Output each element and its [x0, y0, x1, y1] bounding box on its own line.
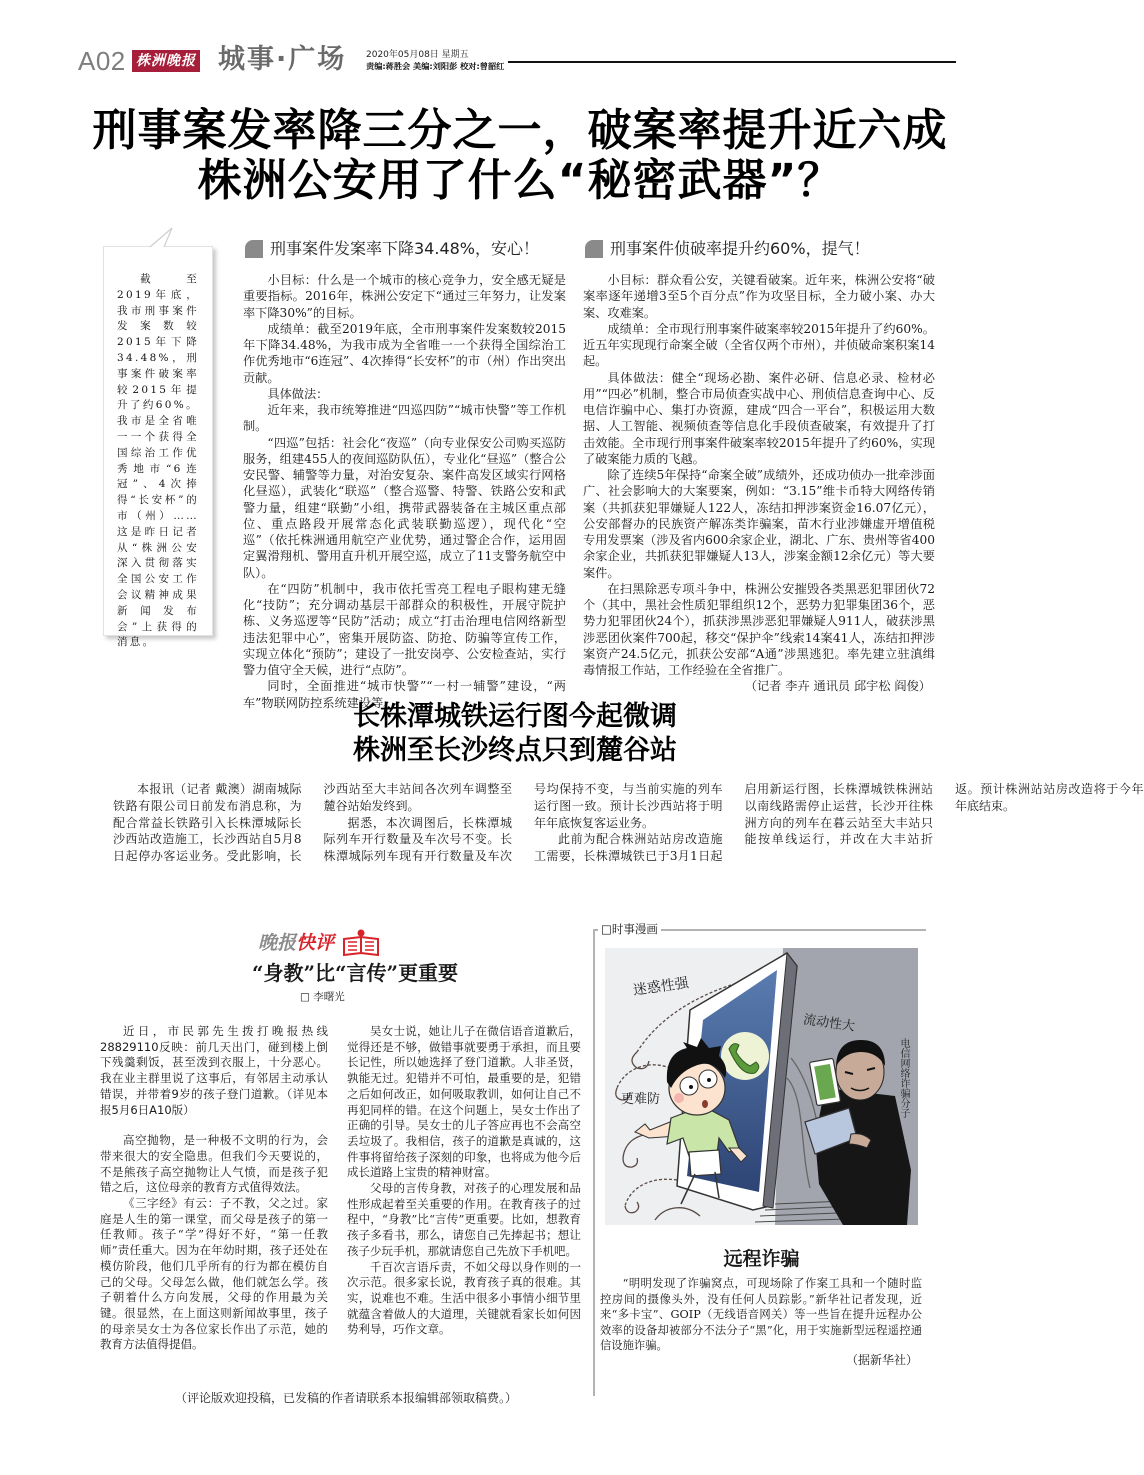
subhead-clearance-rate — [583, 239, 935, 259]
lead-summary-callout — [103, 246, 213, 649]
article-body — [583, 272, 935, 695]
call-icon — [721, 1032, 769, 1080]
commentary-column-2 — [347, 1024, 581, 1338]
article-byline: （记者 李卉 通讯员 邱宇松 阎俊） — [744, 679, 931, 694]
kicker-red-text: 快评 — [296, 932, 335, 954]
paragraph: 小目标：什么是一个城市的核心竞争力，安全感无疑是重要指标。2016年，株洲公安定下“通过三年努力，让发案率下降30%”的目标。 — [243, 273, 566, 320]
paragraph: 成绩单：全市现行刑事案件破案率较2015年提升了约60%。近五年实现现行命案全破（全省仅两个市州），并侦破命案积案14起。 — [583, 321, 935, 369]
kicker-gray-text: 晚报 — [258, 932, 297, 954]
cartoon-credit: （据新华社） — [845, 1353, 918, 1367]
paragraph: 小目标：群众看公安，关键看破案。近年来，株洲公安将“破案率逐年递增3至5个百分点”作为攻坚目标，全力破小案、办大案、攻难案。 — [583, 273, 935, 320]
newspaper-logo: 株洲晚报 — [132, 50, 200, 72]
rail-headline — [290, 700, 740, 768]
cartoon-section-label: □时事漫画 — [598, 922, 661, 936]
paragraph: 具体做法：健全“现场必勘、案件必研、信息必录、检材必用”“四必”机制，整合市局侦查实战中心、刑侦信息查询中心、反电信诈骗中心、集打办资源，建成“四合一平台”，积极运用大数据、人工智能、视频侦查等信息化手段侦查破案，有效提升了打击效能。全市现行刑事案件破案率较2015年提升了约60%，实现了破案能力质的飞越。 — [583, 370, 935, 466]
page-number: A02 — [78, 46, 126, 76]
header-rule — [508, 61, 956, 63]
paragraph: 《三字经》有云：子不教，父之过。家庭是人生的第一课堂，而父母是孩子的第一任教师。孩子“学”得好不好，“第一任教师”责任重大。因为在年幼时期，孩子还处在模仿阶段，他们几乎所有的行为都在模仿自己的父母。父母怎么做，他们就怎么学。孩子朝着什么方向发展，父母的作用最为关键。很显然，在上面这则新闻故事里，孩子的母亲吴女士为各位家长作出了示范，她的教育方法值得提倡。 — [100, 1196, 328, 1352]
subhead-crime-rate — [243, 239, 566, 259]
lead-headline — [60, 106, 980, 206]
paragraph: 近年来，我市统筹推进“四巡四防”“城市快警”等工作机制。 — [243, 403, 566, 434]
editor-credits: 责编:蒋胜会 美编:刘阳彭 校对:曾韶红 — [366, 61, 505, 71]
lead-headline-line-2: 株洲公安用了什么“秘密武器”？ — [197, 155, 843, 206]
paragraph: 此前为配合株洲站站房改造施工需要，长株潭城铁已于3月1日起启用新运行图，长株潭城铁株洲站以南线路需停止运营，长沙开往株洲方向的列车在暮云站至大丰站只能按单线运行，并改在大丰站折返。预计株洲站站房改造将于今年年底结束。 — [534, 782, 1144, 864]
rail-article-body — [113, 781, 1144, 873]
newspaper-stand-icon — [341, 929, 381, 957]
paragraph: 本报讯（记者 戴澳）湖南城际铁路有限公司日前发布消息称，为配合常益长铁路引入长株潭城际长沙西站改造施工，长沙西站自5月8日起停办客运业务。受此影响，长沙西站至大丰站间各次列车调整至麓谷站始发终到。 — [113, 782, 512, 864]
icon-dot — [358, 930, 365, 937]
paragraph: 同时，全面推进“城市快警”“一村一辅警”建设，“两车”物联网防控系统建设等。 — [243, 679, 566, 710]
cartoon-caption: “明明发现了诈骗窝点，可现场除了作案工具和一个随时监控房间的摄像头外，没有任何人员踪影。”新华社记者发现，近来“多卡宝”、GOIP（无线语音网关）等一些旨在提升远程办公效率的设备却被部分不法分子“黑”化，用于实施新型远程遥控通信设施诈骗。 — [600, 1277, 922, 1353]
cartoon-label-mobile: 流动性大 — [802, 1012, 856, 1035]
paragraph: 父母的言传身教，对孩子的心理发展和品性形成起着至关重要的作用。在教育孩子的过程中，“身教”比“言传”更重要。比如，想教育孩子多看书，那么，请您自己先捧起书；想让孩子少玩手机，那就请您自己先放下手机吧。 — [347, 1181, 581, 1258]
issue-date: 2020年05月08日 星期五 — [366, 50, 469, 60]
commentary-column-1 — [100, 1024, 328, 1353]
callout-tail-icon — [148, 228, 180, 248]
cartoon-label-fraudster: 电信网络诈骗分子 — [898, 1038, 909, 1118]
paragraph: 在扫黑除恶专项斗争中，株洲公安摧毁各类黑恶犯罪团伙72个（其中，黑社会性质犯罪组织12个，恶势力犯罪集团36个，恶势力犯罪团伙24个），抓获涉黑涉恶犯罪嫌疑人911人，破获涉黑涉恶团伙案件700起，移交“保护伞”线索14案41人，冻结扣押涉案资产24.5亿元，抓获公安部“A通”涉黑逃犯。率先建立驻滇缉毒情报工作站，工作经验在全省推广。 — [583, 581, 935, 677]
paragraph: 具体做法： — [267, 386, 329, 401]
cartoon-label-hard-to-prevent: 更难防 — [621, 1092, 661, 1107]
quick-comment-logo — [258, 929, 381, 957]
cartoon-label-deceptive: 迷惑性强 — [632, 975, 690, 999]
commentary-title: “身教”比“言传”更重要 — [251, 961, 458, 985]
paragraph: 据悉，本次调图后，长株潭城际列车开行数量及车次号不变。长株潭城际列车现有开行数量及车次号均保持不变，与当前实施的列车运行图一致。预计长沙西站将于明年年底恢复客运业务。 — [323, 782, 723, 864]
rail-headline-line-2: 株洲至长沙终点只到麓谷站 — [353, 735, 677, 766]
section-title: 城事·广场 — [218, 44, 347, 75]
paragraph: 千百次言语斥责，不如父母以身作则的一次示范。很多家长说，教育孩子真的很难。其实，说难也不难。生活中很多小事情小细节里就蕴含着做人的大道理，关键就看家长如何因势利导，巧作文章。 — [347, 1259, 581, 1337]
lead-summary-text: 截至2019年底，我市刑事案件发案数较2015年下降34.48%，刑事案件破案率较2015年提升了约60%。我市是全省唯一一个获得全国综治工作优秀地市“6连冠”、4次捧得“长安杯”的市（州）……这是昨日记者从“株洲公安深入贯彻落实全国公安工作会议精神成果新闻发布会”上获得的消息。 — [117, 273, 199, 649]
paragraph: 成绩单：截至2019年底，全市刑事案件发案数较2015年下降34.48%，为我市成为全省唯一一个获得全国综治工作优秀地市“6连冠”、4次捧得“长安杯”的市（州）作出突出贡献。 — [243, 321, 566, 385]
article-body — [243, 272, 566, 711]
paragraph: 高空抛物，是一种极不文明的行为，会带来很大的安全隐患。但我们今天要说的，不是熊孩子高空抛物让人气愤，而是孩子犯错之后，这位母亲的教育方式值得效法。 — [100, 1133, 328, 1195]
commentary-byline: □ 李曙光 — [300, 991, 345, 1003]
paragraph: 除了连续5年保持“命案全破”成绩外，还成功侦办一批牵涉面广、社会影响大的大案要案，例如：“3.15”维卡币特大网络传销案（共抓获犯罪嫌疑人122人，冻结扣押涉案资金16.07亿元），公安部督办的民族资产解冻类诈骗案，苗木行业涉嫌虚开增值税专用发票案（涉及省内600余家企业，湖北、广东、贵州等省400余家企业，共抓获犯罪嫌疑人13人，涉案金额12余亿元）等大要案件。 — [583, 468, 935, 580]
paragraph: “四巡”包括：社会化“夜巡”（向专业保安公司购买巡防服务，组建455人的夜间巡防队伍），专业化“昼巡”（整合公安民警、辅警等力量，对治安复杂、案件高发区域实行网格化昼巡），武装化“联巡”（整合巡警、特警、铁路公安和武警力量，组建“联勤”小组，携带武器装备在主城区重点部位、重点路段开展常态化武装联勤巡逻），现代化“空巡”（依托株洲通用航空产业优势，通过警企合作，运用固定翼滑翔机、警用直升机开展空巡，成立了11支警务航空中队）。 — [243, 435, 566, 580]
paragraph: 近日，市民郭先生拨打晚报热线28829110反映：前几天出门，碰到楼上倒下残羹剩饭，甚至泼到衣服上，十分恶心。我在业主群里说了这事后，有邻居主动承认错误，并带着9岁的孩子登门道歉。（详见本报5月6日A10版） — [100, 1024, 328, 1117]
subhead-square-icon — [585, 240, 603, 258]
subhead-text: 刑事案件侦破率提升约60%，提气！ — [610, 239, 870, 258]
submission-note: （评论版欢迎投稿，已发稿的作者请联系本报编辑部领取稿费。） — [175, 1391, 518, 1405]
cartoon-illustration — [605, 948, 918, 1225]
subhead-text: 刑事案件发案率下降34.48%，安心！ — [270, 239, 540, 258]
lead-column-left — [243, 239, 566, 711]
paragraph: 吴女士说，她让儿子在微信语音道歉后，觉得还是不够，做错事就要勇于承担，而且要长记性，所以她选择了登门道歉。人非圣贤，孰能无过。犯错并不可怕，最重要的是，犯错之后如何改正，如何吸取教训，如何让自己不再犯同样的错。在这个问题上，吴女士作出了正确的引导。吴女士的儿子答应再也不会高空丢垃圾了。我相信，孩子的道歉是真诚的，这件事将留给孩子深刻的印象，也将成为他今后成长道路上宝贵的精神财富。 — [347, 1024, 581, 1180]
subhead-square-icon — [245, 240, 263, 258]
lead-column-right — [583, 239, 935, 695]
rail-headline-line-1: 长株潭城铁运行图今起微调 — [353, 701, 677, 732]
cartoon-title: 远程诈骗 — [723, 1248, 800, 1270]
paragraph: 在“四防”机制中，我市依托雪亮工程电子眼构建无缝化“技防”；充分调动基层干部群众的积极性，开展守院护栋、义务巡逻等“民防”活动；成立“打击治理电信网络新型违法犯罪中心”，密集开展防盗、防抢、防骗等宣传工作，实现立体化“预防”；建设了一批安岗亭、公安检查站，实行警力值守全天候，进行“点防”。 — [243, 581, 566, 677]
lead-headline-line-1: 刑事案发率降三分之一，破案率提升近六成 — [92, 105, 948, 156]
